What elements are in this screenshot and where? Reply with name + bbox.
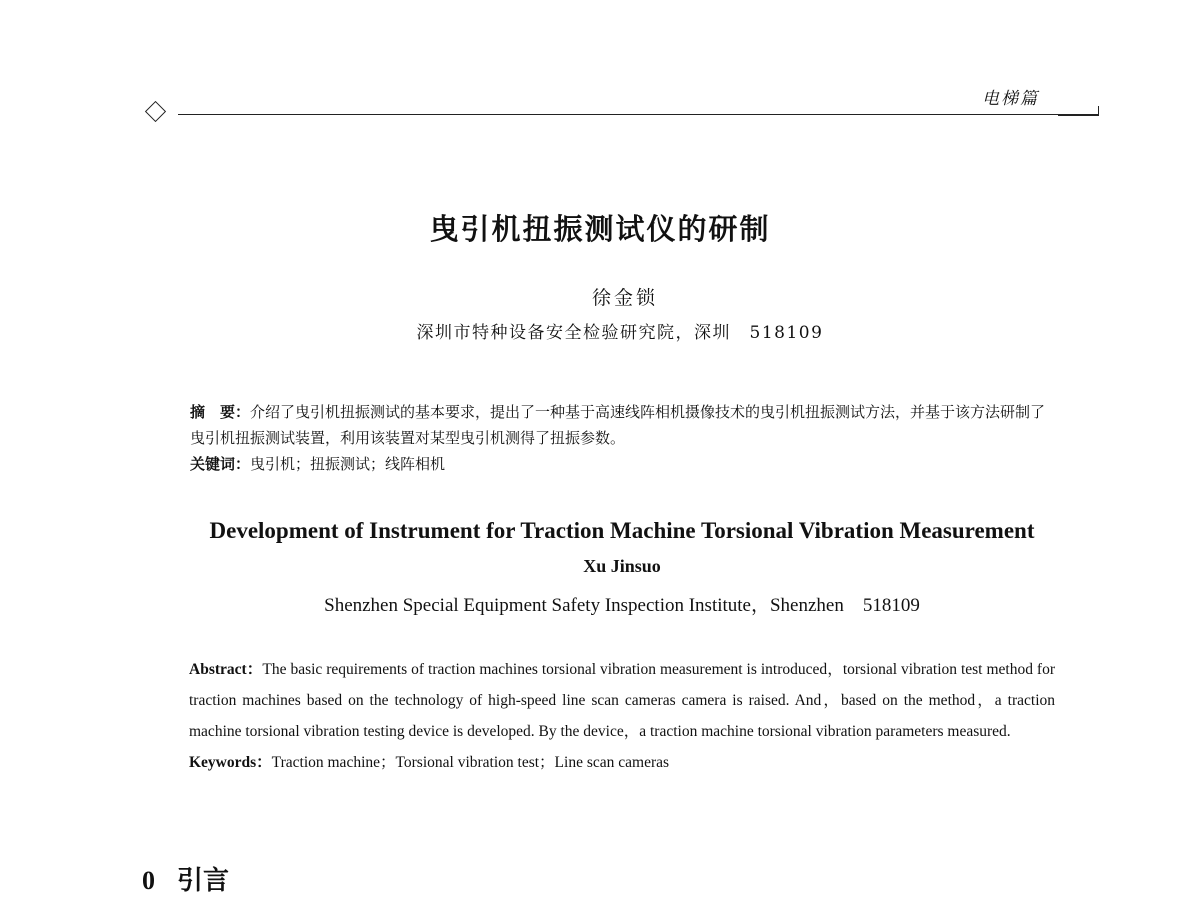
journal-section-label: 电梯篇 <box>982 89 1039 109</box>
keywords-cn-label: 关键词： <box>190 455 251 473</box>
abstract-en-text: The basic requirements of traction machines torsional vibration measurement is introduced，torsional vibration test method for traction machines based on the technology of high-speed line scan cameras camera is raised. And，based on the method，a traction machine torsional vibration testing device is developed. By the device，a traction machine torsional vibration parameters measured. <box>189 661 1055 740</box>
section-heading <box>142 860 229 897</box>
abstract-cn-label: 摘 要： <box>190 403 251 421</box>
section-title: 引言 <box>177 866 230 896</box>
author-cn: 徐金锁 <box>591 287 658 309</box>
abstract-cn-block <box>190 399 1060 477</box>
section-number: 0 <box>142 866 155 895</box>
affiliation-cn: 深圳市特种设备安全检验研究院，深圳 518109 <box>416 323 824 343</box>
keywords-en-label: Keywords： <box>189 754 272 771</box>
abstract-cn <box>190 399 1060 451</box>
abstract-en <box>189 654 1055 747</box>
affiliation-en: Shenzhen Special Equipment Safety Inspection Institute，Shenzhen 518109 <box>324 595 920 616</box>
author-en: Xu Jinsuo <box>583 556 661 576</box>
keywords-cn <box>190 451 1060 477</box>
abstract-en-block <box>189 654 1055 778</box>
paper-title-en: Development of Instrument for Traction Machine Torsional Vibration Measurement <box>209 518 1035 543</box>
keywords-en-text: Traction machine；Torsional vibration test；Line scan cameras <box>271 754 670 771</box>
abstract-en-label: Abstract： <box>189 661 263 678</box>
abstract-cn-text: 介绍了曳引机扭振测试的基本要求，提出了一种基于高速线阵相机摄像技术的曳引机扭振测试方法，并基于该方法研制了曳引机扭振测试装置，利用该装置对某型曳引机测得了扭振参数。 <box>190 403 1046 447</box>
header-diamond-ornament <box>145 101 166 122</box>
keywords-cn-text: 曳引机；扭振测试；线阵相机 <box>250 455 446 473</box>
header-rule <box>178 114 1098 115</box>
keywords-en <box>189 747 1055 778</box>
paper-title-cn: 曳引机扭振测试仪的研制 <box>429 212 771 246</box>
header-tab-mark <box>1058 106 1099 116</box>
